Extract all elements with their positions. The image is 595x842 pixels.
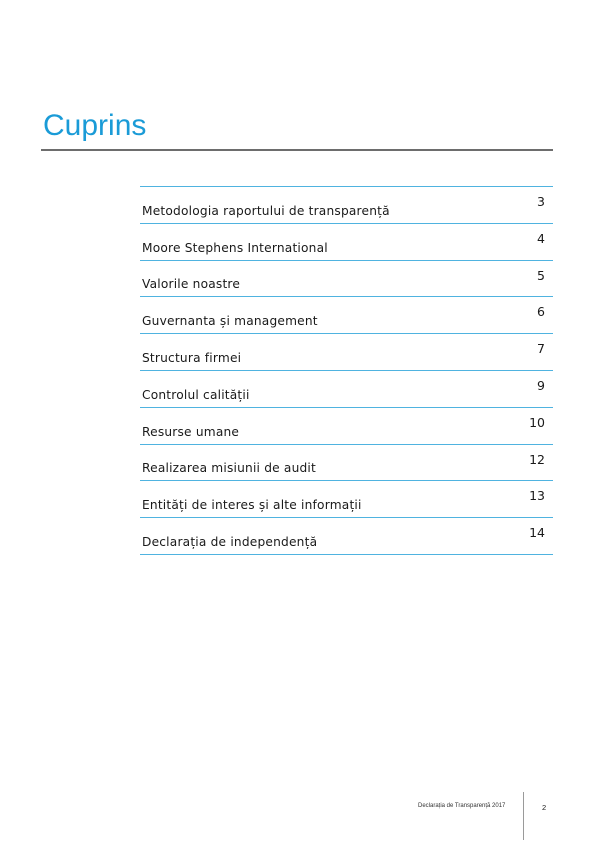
footer-page-number: 2 xyxy=(542,803,547,812)
toc-entry-label: Valorile noastre xyxy=(142,277,241,292)
toc-entry-label: Resurse umane xyxy=(142,424,240,439)
table-of-contents xyxy=(140,186,553,555)
toc-row[interactable] xyxy=(140,518,553,555)
toc-row[interactable] xyxy=(140,297,553,334)
toc-page-number: 6 xyxy=(537,304,545,320)
toc-row[interactable] xyxy=(140,481,553,518)
toc-page-number: 3 xyxy=(537,194,545,209)
toc-entry-label: Entități de interes și alte informații xyxy=(142,498,362,513)
toc-entry-label: Moore Stephens International xyxy=(142,240,328,255)
toc-row[interactable] xyxy=(140,224,553,261)
toc-row[interactable] xyxy=(140,187,553,224)
toc-entry-label: Realizarea misiunii de audit xyxy=(142,461,316,476)
toc-row[interactable] xyxy=(140,261,553,298)
title-divider xyxy=(41,149,553,151)
toc-row[interactable] xyxy=(140,445,553,482)
toc-entry-label: Declarația de independență xyxy=(142,534,318,549)
toc-page-number: 10 xyxy=(529,414,545,430)
toc-entry-label: Structura firmei xyxy=(142,350,242,365)
toc-page-number: 14 xyxy=(529,525,545,541)
footer-divider xyxy=(523,792,524,840)
toc-page-number: 7 xyxy=(537,341,545,357)
toc-entry-label: Guvernanta și management xyxy=(142,314,318,329)
toc-row[interactable] xyxy=(140,408,553,445)
toc-page-number: 4 xyxy=(537,230,545,246)
footer-document-name: Declarația de Transparență 2017 xyxy=(418,803,506,809)
page-title: Cuprins xyxy=(43,109,147,142)
toc-entry-label: Metodologia raportului de transparență xyxy=(142,203,390,218)
toc-entry-label: Controlul calității xyxy=(142,387,250,402)
toc-page-number: 12 xyxy=(529,451,545,467)
toc-page-number: 13 xyxy=(529,488,545,504)
toc-row[interactable] xyxy=(140,334,553,371)
toc-page-number: 9 xyxy=(537,377,545,393)
toc-page-number: 5 xyxy=(537,267,545,283)
toc-row[interactable] xyxy=(140,371,553,408)
